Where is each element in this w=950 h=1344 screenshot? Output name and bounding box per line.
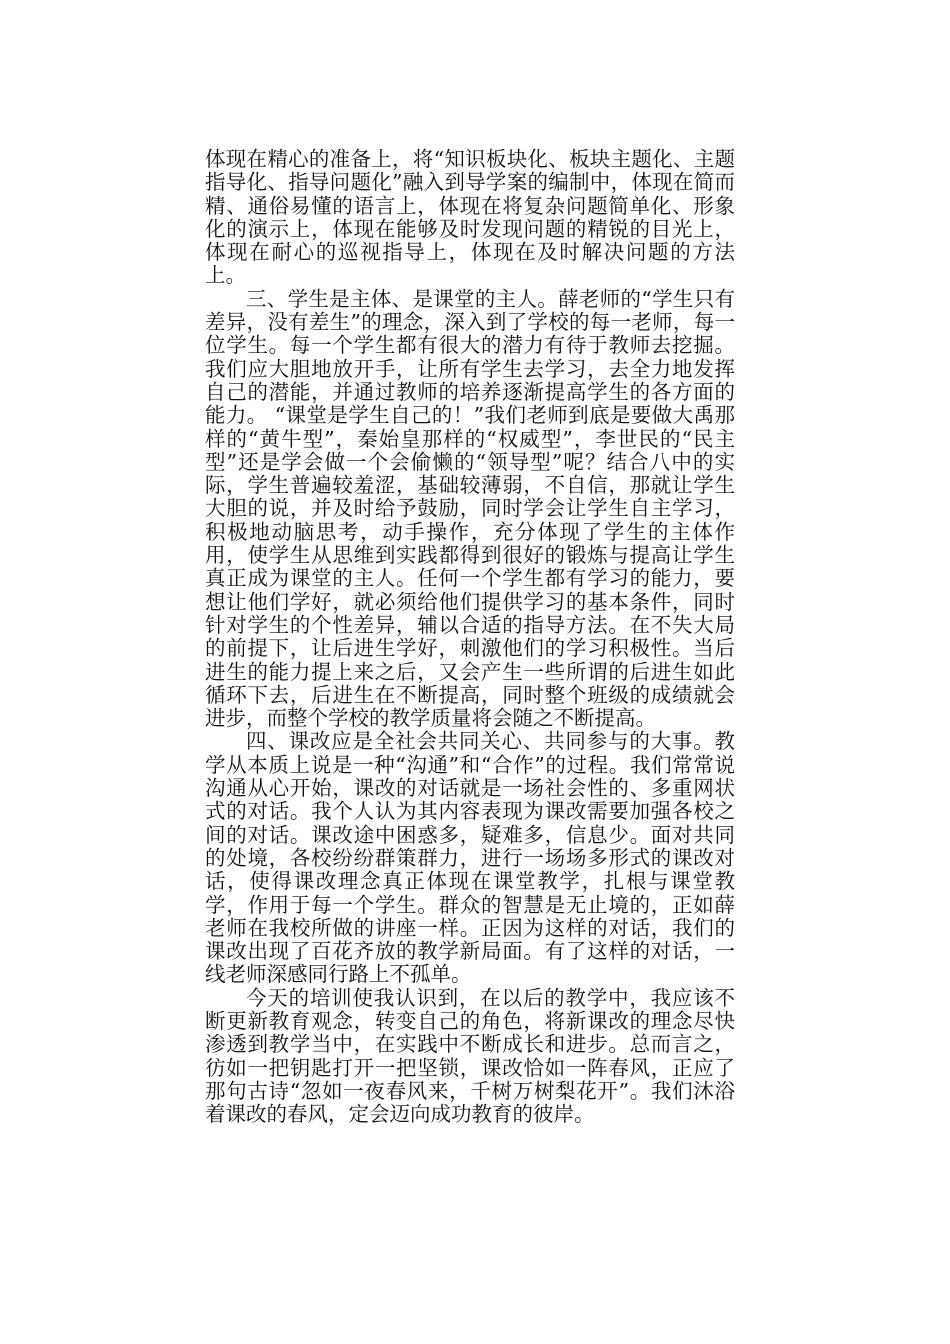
- document-body: [205, 148, 735, 1126]
- paragraph-continuation: 体现在精心的准备上，将“知识板块化、板块主题化、主题指导化、指导问题化”融入到导学案的编制中，体现在简而精、通俗易懂的语言上，体现在将复杂问题简单化、形象化的演示上，体现在能够及时发现问题的精锐的目光上，体现在耐心的巡视指导上，体现在及时解决问题的方法上。: [205, 147, 735, 288]
- paragraph-student-subject: 三、学生是主体、是课堂的主人。薛老师的“学生只有差异，没有差生”的理念，深入到了学校的每一老师，每一位学生。每一个学生都有很大的潜力有待于教师去挖掘。我们应大胆地放开手，让所有学生去学习，去全力地发挥自己的潜能，并通过教师的培养逐渐提高学生的各方面的能力。 “课堂是学生自己的！”我们老师到底是要做大禹那样的“黄牛型”，秦始皇那样的“权威型”，李世民的“民主型”还是学会做一个会偷懒的“领导型”呢？结合八中的实际，学生普遍较羞涩，基础较薄弱，不自信，那就让学生大胆的说，并及时给予鼓励，同时学会让学生自主学习，积极地动脑思考，动手操作，充分体现了学生的主体作用，使学生从思维到实践都得到很好的锻炼与提高让学生真正成为课堂的主人。任何一个学生都有学习的能力，要想让他们学好，就必须给他们提供学习的基本条件，同时针对学生的个性差异，辅以合适的指导方法。在不失大局的前提下，让后进生学好，刺激他们的学习积极性。当后进生的能力提上来之后，又会产生一些所谓的后进生如此循环下去，后进生在不断提高，同时整个班级的成绩就会进步，而整个学校的教学质量将会随之不断提高。: [205, 286, 735, 731]
- paragraph-conclusion: 今天的培训使我认识到，在以后的教学中，我应该不断更新教育观念，转变自己的角色，将新课改的理念尽快渗透到教学当中，在实践中不断成长和进步。总而言之，彷如一把钥匙打开一把坚锁，课改恰如一阵春风，正应了那句古诗“忽如一夜春风来，千树万树梨花开”。我们沐浴着课改的春风，定会迈向成功教育的彼岸。: [205, 985, 735, 1127]
- paragraph-curriculum-reform: 四、课改应是全社会共同关心、共同参与的大事。教学从本质上说是一种“沟通”和“合作”的过程。我们常常说沟通从心开始，课改的对话就是一场社会性的、多重网状式的对话。我个人认为其内容表现为课改需要加强各校之间的对话。课改途中困惑多，疑难多，信息少。面对共同的处境，各校纷纷群策群力，进行一场场多形式的课改对话，使得课改理念真正体现在课堂教学，扎根与课堂教学，作用于每一个学生。群众的智慧是无止境的，正如薛老师在我校所做的讲座一样。正因为这样的对话，我们的课改出现了百花齐放的教学新局面。有了这样的对话，一线老师深感同行路上不孤单。: [205, 729, 735, 987]
